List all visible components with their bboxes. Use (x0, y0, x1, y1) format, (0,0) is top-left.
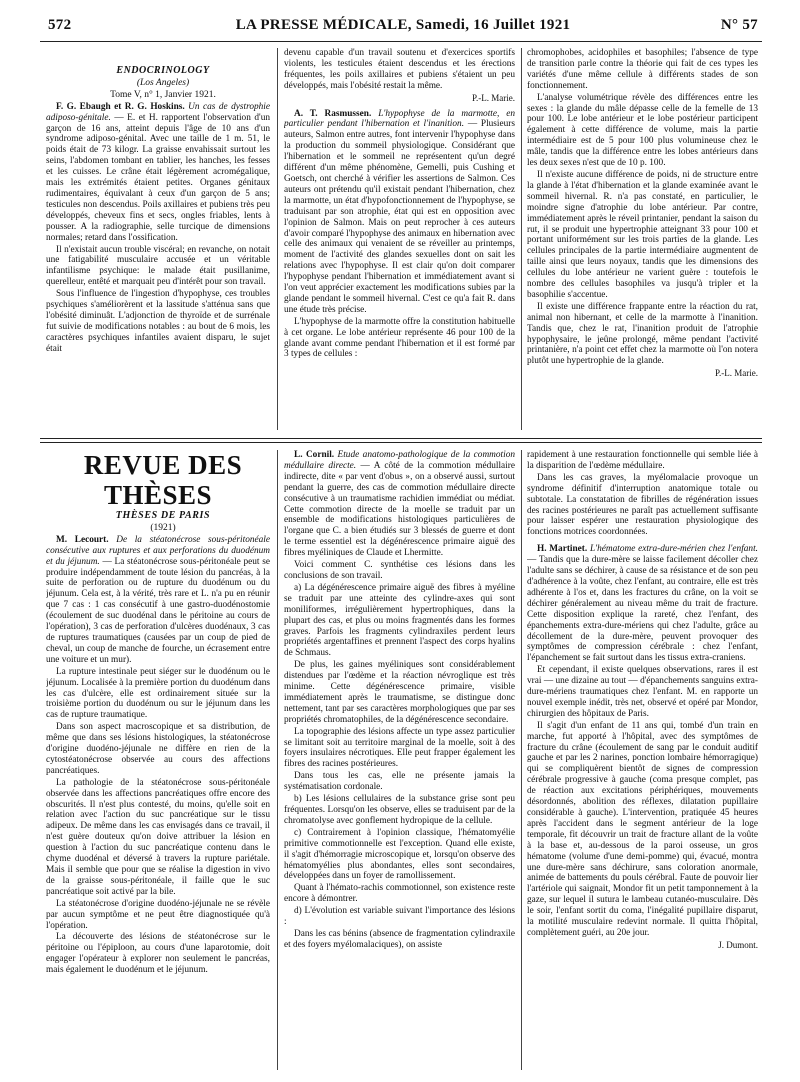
column-rule (277, 450, 278, 1070)
thesis-title: L'hématome extra-dure-mérien chez l'enfant. (589, 544, 758, 555)
thesis-paragraph: b) Les lésions cellulaires de la substance grise sont peu fréquentes. Lorsqu'on les observe, elles se traduisent par de la chromatolyse avec gonflement hydropique de la cellule. (284, 794, 515, 826)
thesis-paragraph: a) La dégénérescence primaire aiguë des fibres à myéline se traduit par une atteinte des cylindre-axes qui sont moniliformes, irrégulièrement hypertrophiques, dans la plupart des cas, et plus ou moins fragmentés dans les formes graves. Parfois les fragments cylindraxiles perdent leurs propriétés argentaffines et prennent l'aspect des corps hyalins de Schmaus. (284, 582, 515, 659)
thesis-paragraph: d) L'évolution est variable suivant l'importance des lésions : (284, 906, 515, 928)
article-paragraph: devenu capable d'un travail soutenu et d'exercices sportifs violents, les testicules étaient descendus et les érections fréquentes, les poils axillaires et pubiens s'étaient un peu développés, mais l'obésité restait la même. (284, 48, 515, 91)
thesis-title: Étude anatomo-pathologique de la commotion médullaire directe. (284, 450, 515, 471)
article-title: L'hypophyse de la marmotte, en particulier pendant l'hibernation et l'inanition. (284, 108, 515, 130)
thesis-text: — A côté de la commotion médullaire indirecte, dite « par vent d'obus », on a observé aussi, surtout pendant la guerre, des cas de commotion médullaire directe consécutive à un traumatisme rachidien immédiat ou médiat. Cette commotion directe de la moelle se traduit par un ensemble de modifications histologiques particulières de l'organe que C. a bien étudiés sur 3 blessés de guerre et dont le terme essentiel est la dégénérescence primaire aiguë des fibres myéliniques de Claude et Lhermitte. (284, 460, 515, 559)
thesis-paragraph (46, 535, 270, 666)
section-heading: ENDOCRINOLOGY (116, 66, 210, 76)
top-column-3 (527, 48, 758, 434)
thesis-paragraph: Dans les cas graves, la myélomalacie provoque un syndrome définitif d'interruption anatomique totale ou subtotale. La constatation de fibrilles de régénération issues des racines postérieures ne paraît pas actuellement suffisante pour laisser espérer une restauration physiologique des fonctions motrices coordonnées. (527, 472, 758, 538)
section-rule (40, 442, 762, 443)
column-rule (521, 48, 522, 430)
article-author: F. G. Ebaugh et R. G. Hoskins. (56, 101, 185, 112)
thesis-paragraph: Et cependant, il existe quelques observations, rares il est vrai — une dizaine au tout — d'épanchements sanguins extra-dure-mériens traumatiques chez l'enfant. M. en rapporte un nouvel exemple inédit, très net, observé et opéré par Mondor, chirurgien des hôpitaux de Paris. (527, 665, 758, 719)
thesis-paragraph: La pathologie de la stéatonécrose sous-péritonéale observée dans les affections pancréatiques offre encore des obscurités. Il n'est plus contesté, du moins, qu'elle soit en relation avec l'action du suc pancréatique sur le tissu adipeux. De même dans les cas envisagés dans ce travail, il n'est guère douteux qu'on doive attribuer la lésion en question à l'action du suc pancréatique contenu dans le chyme duodénal et déversé à travers la rupture pariétale. Mais il semble que pour que se réalise la digestion in vivo de la graisse sous-péritonéale, il faille que le suc pancréatique soit activé par la bile. (46, 777, 270, 897)
thesis-paragraph: De plus, les gaines myéliniques sont considérablement distendues par l'œdème et la réaction névroglique est très minime. Cette dégénérescence primaire, visible immédiatement après le traumatisme, se distingue donc nettement, tant par ses caractères morphologiques que par ses propriétés chromatophiles, de la dégénérescence secondaire. (284, 660, 515, 725)
top-column-2 (284, 48, 515, 434)
thesis-text: — La stéatonécrose sous-péritonéale peut se produire indépendamment de toute lésion du pancréas, à la suite de perforation ou de rupture du duodénum ou du jéjunum. Cela est, à la vérité, très rare et L. n'a pu en réunir que 7 cas : 1 cas consécutif à une gastro-duodénostomie (écoulement de suc duodénal dans le péritoine au cours de l'opération), 3 cas de perforation d'ulcères duodénaux, 3 cas de ruptures traumatiques (causées par un coup de pied de cheval, un coup de manche de fourche, un écrasement entre une voiture et un mur). (46, 556, 270, 665)
thesis-paragraph: Voici comment C. synthétise ces lésions dans les conclusions de son travail. (284, 560, 515, 581)
column-rule (277, 48, 278, 430)
article-text: — Plusieurs auteurs, Salmon entre autres, font intervenir l'hypophyse dans la production du sommeil physiologique. Considérant que l'hibernation et le sommeil ne représentent qu'un degré différent d'un même phénomène, Gemelli, puis Cushing et Goetsch, ont cherché à vérifier les assertions de Salmon. Ces auteurs ont prétendu qu'il existait pendant l'hibernation, chez la marmotte, un état d'hypofonctionnement de l'hypophyse, se traduisant par son atrophie, état qui est en opposition avec l'opinion de Salmon. Mais on peut reprocher à ces auteurs d'avoir comparé l'hypophyse des animaux en hibernation avec celle des animaux qui venaient de se réveiller au printemps, moment de l'activité des glandes sexuelles dont on sait les relations avec l'hypophyse. Il est clair qu'on doit comparer l'hypophyse pendant l'hibernation et immédiatement avant si l'on veut apprécier exactement les modifications subies par la glande pendant le sommeil hivernal. C'est ce qu'a fait R. dans une étude très précise. (284, 119, 515, 315)
article-text: — E. et H. rapportent l'observation d'un garçon de 16 ans, atteint depuis l'âge de 10 ans d'un syndrome adiposo-génital. Avec une taille de 1 m. 51, le poids était de 73 kilogr. La graisse envahissait surtout les seins, l'abdomen tombant en tablier, les hanches, les fesses et les cuisses. Le crâne était légèrement acromégalique, mais les extrémités étaient petites. Organes génitaux rudimentaires, équivalant à ceux d'un garçon de 5 ans; testicules non descendus. Poils axillaires et pubiens très peu développés, cheveux fins et secs, ongles friables, lents à pousser. A la radiographie, selle turcique de dimensions normales; retard dans l'ossification. (46, 112, 270, 243)
thesis-author: M. Lecourt. (56, 534, 109, 545)
page-header (48, 17, 758, 35)
thesis-author: L. Cornil. (294, 450, 335, 460)
article-signature: P.-L. Marie. (472, 92, 515, 103)
bottom-column-2 (284, 450, 515, 1070)
article-paragraph: Il n'existait aucun trouble viscéral; en revanche, on notait une fatigabilité musculaire accusée et un véritable infantilisme psychique: le malade était pusillanime, querelleur, entêté et marquait peu d'intérêt pour son travail. (46, 244, 270, 288)
thesis-author: H. Martinet. (537, 544, 588, 555)
thesis-paragraph: La rupture intestinale peut siéger sur le duodénum ou le jéjunum. Localisée à la première portion du duodénum dans les cas d'ulcère, elle est ordinairement située sur la troisième portion du duodénum ou sur le jéjunum dans les cas de rupture traumatique. (46, 666, 270, 721)
thesis-paragraph: Dans les cas bénins (absence de fragmentation cylindraxile et des foyers myélomalaciques), on assiste (284, 928, 515, 950)
thesis-title: De la stéatonécrose sous-péritonéale consécutive aux ruptures et aux perforations du duodénum et du jéjunum. (46, 534, 270, 567)
article-paragraph: chromophobes, acidophiles et basophiles; l'absence de type de transition parle contre la théorie qui fait de ces types les variétés d'une même cellule à différents stades de son fonctionnement. (527, 48, 758, 91)
section-subheading: (Los Angeles) (136, 77, 190, 88)
journal-title: LA PRESSE MÉDICALE, Samedi, 16 Juillet 1921 (235, 17, 571, 33)
thesis-text: — Tandis que la dure-mère se laisse facilement décoller chez l'adulte sans se déchirer, à cause de sa résistance et de son peu d'adhérence à la voûte, chez l'enfant, au contraire, elle est très adhérente à l'os et, dans les fractures du crâne, on la voit se déchirer généralement au niveau même du trait de fracture. Cette disposition explique la rareté, chez l'enfant, des épanchements extra-dure-mériens qui chez l'adulte, grâce au décollement de la dure-mère, peuvent provoquer des symptômes de compression cérébrale : chez l'enfant, l'épanchement se fait surtout dans les tissus extra-craniens. (527, 555, 758, 664)
article-paragraph: L'analyse volumétrique révèle des différences entre les sexes : la glande du mâle dépasse celle de la femelle de 13 pour 100. Le lobe antérieur et le lobe postérieur participent également à cette différence de volume, mais la partie intermédiaire est de 5 pour 100 plus volumineuse chez le mâle, tandis que la différence entre les lobes antérieurs dans les deux sexes n'est que de 10 p. 100. (527, 92, 758, 169)
thesis-paragraph (527, 544, 758, 664)
thesis-signature: J. Dumont. (718, 939, 758, 950)
thesis-paragraph: La stéatonécrose d'origine duodéno-jéjunale ne se révèle par aucun symptôme et ne peut être diagnostiquée qu'à l'opération. (46, 898, 270, 931)
thesis-paragraph: La découverte des lésions de stéatonécrose sur le péritoine ou l'épiploon, au cours d'une laparotomie, doit engager l'opérateur à explorer non seulement le pancréas, mais également le duodénum et le jéjunum. (46, 932, 270, 976)
article-title: Un cas de dystrophie adiposo-génitale. (46, 101, 270, 123)
thesis-paragraph: Dans son aspect macroscopique et sa distribution, de même que dans ses lésions histologiques, la stéatonécrose d'origine duodéno-jéjunale ne diffère en rien de la cytostéatonécrose observée au cours des affections pancréatiques. (46, 722, 270, 776)
column-rule (521, 450, 522, 1070)
article-paragraph (46, 102, 270, 244)
article-paragraph: L'hypophyse de la marmotte offre la constitution habituelle à cet organe. Le lobe antérieur représente 46 pour 100 de la glande avant comme pendant l'hibernation et il est formé par 3 types de cellules : (284, 316, 515, 360)
bottom-column-3 (527, 450, 758, 1070)
top-column-1 (46, 66, 270, 434)
thesis-paragraph: La topographie des lésions affecte un type assez particulier se limitant soit au territoire marginal de la moelle, soit à des foyers insulaires nécrotiques. Elle peut frapper également les fibres des racines postérieures. (284, 726, 515, 770)
article-paragraph (284, 109, 515, 316)
article-paragraph: Sous l'influence de l'ingestion d'hypophyse, ces troubles psychiques s'améliorèrent et la lassitude s'atténua sans que l'obésité diminuât. L'adjonction de thyroïde et de surrénale fut suivie de modifications notables : au bout de 6 mois, les caractères psychiques infantiles avaient disparu, le sujet était (46, 289, 270, 354)
section-rule (40, 438, 762, 439)
thesis-paragraph: rapidement à une restauration fonctionnelle qui semble liée à la disparition de l'œdème médullaire. (527, 450, 758, 471)
article-author: A. T. Rasmussen. (294, 108, 372, 119)
issue-number: N° 57 (720, 17, 758, 33)
bottom-column-1 (46, 450, 270, 1070)
section-title: REVUE DES THÈSES (83, 450, 243, 510)
thesis-paragraph: Dans tous les cas, elle ne présente jamais la systématisation cordonale. (284, 771, 515, 793)
thesis-paragraph: Il s'agit d'un enfant de 11 ans qui, tombé d'un train en marche, fut apporté à l'hôpital, avec des symptômes de fracture du crâne (écoulement de sang par le conduit auditif gauche et par les 2 narines, ponction lombaire hémorragique) qui se compliquèrent bientôt de signes de compression cérébrale progressive à gauche (coma presque complet, pas de réaction aux excitations périphériques, mouvements désordonnés, abolition des réflexes, dilatation pupillaire considérable à gauche). L'intervention, pratiquée 45 heures après l'accident dans le segment antérieur de la loge temporale, fit découvrir un trait de fracture allant de la voûte à la base et, au-dessous de la paroi osseuse, un gros hématome (volume d'une demi-pomme) qui, évacué, montra une dure-mère sans déchirure, sans coloration anormale, animée de battements du pouls cérébral. Faute de pouvoir lier l'artériole qui saignait, Mondor fit un petit tamponnement à la gaze, sur lequel il sutura le lambeau cutanéo-musculaire. Dès le soir, l'enfant sortit du coma, l'inégalité pupillaire disparut, la motilité musculaire redevint normale. Il quitta l'hôpital, complètement guéri, au 20e jour. (527, 720, 758, 938)
article-paragraph: Il n'existe aucune différence de poids, ni de structure entre la glande à l'état d'hibernation et la glande examinée avant le sommeil hivernal. R. n'a pas constaté, en particulier, le moindre signe d'atrophie du lobe antérieur. Par contre, immédiatement après le réveil printanier, pendant la saison du rut, il se produit une hypertrophie atteignant 33 pour 100 et portant uniformément sur les trois parties de la glande. Les cellules principales de la partie intermédiaire augmentent de taille ainsi que leurs noyaux, tandis que les dimensions des cellules du lobe antérieur ne varient guère : toutefois le nombre des cellules basophiles va jusqu'à tripler et la basophilie s'accentue. (527, 169, 758, 300)
header-rule (40, 41, 762, 42)
issue-line: Tome V, n° 1, Janvier 1921. (110, 89, 216, 100)
article-signature: P.-L. Marie. (715, 368, 758, 379)
article-paragraph: Il existe une différence frappante entre la réaction du rat, animal non hibernant, et celle de la marmotte à l'inanition. Tandis que, chez le rat, l'inanition produit de l'atrophie hypophysaire, le jeûne prolongé, même pendant l'activité printanière, n'a point cet effet chez la marmotte où l'on notera plutôt une hypertrophie de la glande. (527, 301, 758, 367)
thesis-paragraph (284, 450, 515, 559)
page-number: 572 (48, 17, 72, 33)
thesis-paragraph: c) Contrairement à l'opinion classique, l'hématomyélie primitive commotionnelle est l'exception. Quand elle existe, il s'agit d'hémorragie microscopique et, lorsqu'on observe des hématomyélies plus abondantes, elles sont secondaires, développées dans un foyer de ramollissement. (284, 827, 515, 882)
thesis-paragraph: Quant à l'hémato-rachis commotionnel, son existence reste encore à démontrer. (284, 883, 515, 905)
section-subtitle: THÈSES DE PARIS (115, 510, 211, 521)
section-year: (1921) (150, 522, 176, 533)
